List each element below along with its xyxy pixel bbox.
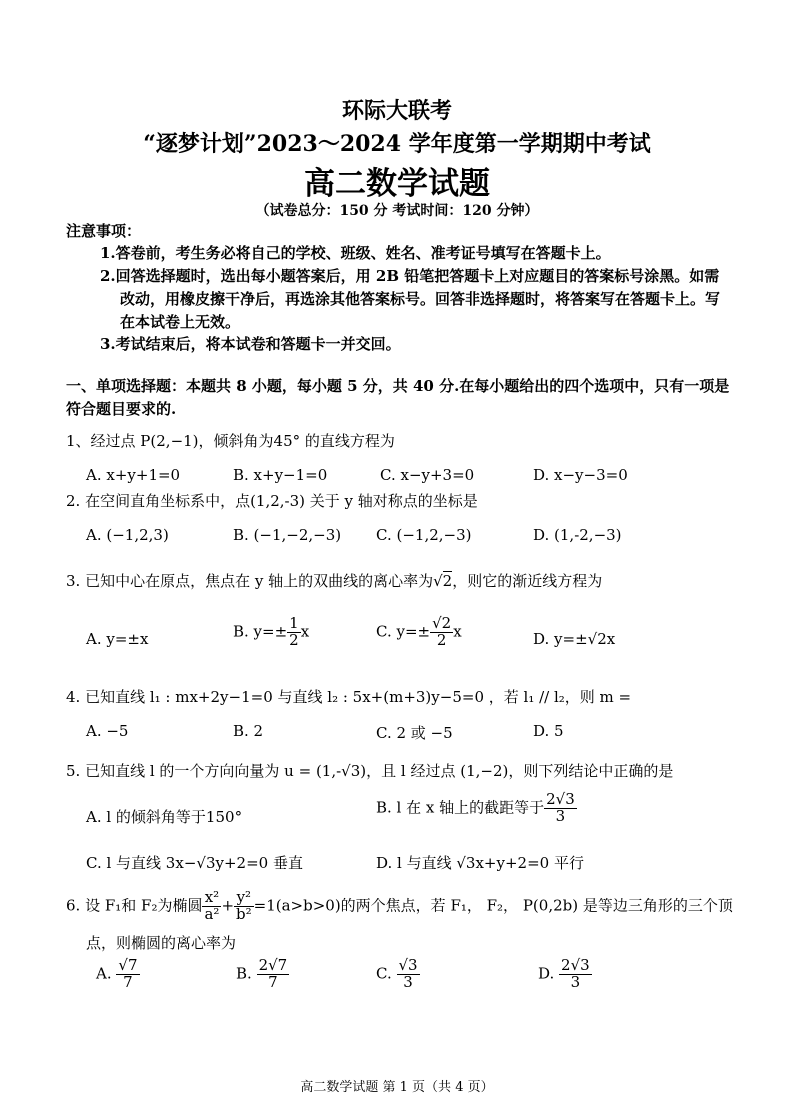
question-3-option-c-pre: C. y=± (376, 622, 431, 641)
question-3-option-c-fraction (430, 616, 453, 649)
question-3-option-b-fraction (287, 616, 301, 649)
fraction-denominator: a² (204, 904, 220, 923)
notes-heading: 注意事项： (66, 222, 142, 240)
question-2-stem: 2. 在空间直角坐标系中，点(1,2,-3) 关于 y 轴对称点的坐标是 (66, 492, 478, 510)
ellipse-y-term (234, 890, 254, 923)
exam-info: （试卷总分：150 分 考试时间：120 分钟） (255, 203, 539, 219)
section-1-instructions: 一、单项选择题：本题共 8 小题，每小题 5 分，共 40 分.在每小题给出的四个选项中，只有一项是 (66, 377, 730, 395)
notes-item-3: 3.考试结束后，将本试卷和答题卡一并交回。 (100, 335, 401, 353)
question-6-stem-2: 点，则椭圆的离心率为 (86, 934, 237, 952)
question-1-option-c: C. x−y+3=0 (380, 466, 475, 484)
question-3-stem-pre: 3. 已知中心在原点，焦点在 y 轴上的双曲线的离心率为 (66, 572, 434, 590)
plus-sign: + (221, 896, 235, 915)
page-title: 高二数学试题 (304, 166, 490, 202)
exam-name: “逐梦计划”2023～2024 学年度第一学期期中考试 (143, 131, 651, 157)
option-label: C. (376, 964, 392, 983)
fraction-denominator: 7 (268, 972, 278, 991)
question-6-option-c-fraction (397, 958, 420, 991)
question-3-option-c-post: x (453, 622, 462, 641)
question-3-stem-post: ，则它的渐近线方程为 (452, 572, 603, 590)
question-5-option-a: A. l 的倾斜角等于150° (86, 808, 243, 826)
question-6-option-d-fraction (559, 958, 592, 991)
question-3-option-a: A. y=±x (86, 630, 149, 648)
question-2-option-a: A. (−1,2,3) (86, 526, 169, 544)
fraction-denominator: 3 (403, 972, 413, 991)
question-4-option-c: C. 2 或 −5 (376, 724, 453, 742)
question-2-option-b: B. (−1,−2,−3) (233, 526, 342, 544)
question-5-option-b-fraction (544, 792, 577, 825)
question-5-option-d: D. l 与直线 √3x+y+2=0 平行 (376, 854, 584, 872)
fraction-denominator: 7 (123, 972, 133, 991)
option-label: D. (538, 964, 555, 983)
question-6-option-c (376, 958, 420, 991)
option-label: B. (236, 964, 252, 983)
fraction-numerator: √2 (432, 614, 452, 632)
fraction-numerator: 2√3 (546, 790, 575, 808)
question-3-option-b-post: x (300, 622, 310, 641)
fraction-denominator: 2 (436, 630, 447, 649)
question-6-stem (66, 890, 733, 923)
question-6-option-d (538, 958, 592, 991)
fraction-numerator: 1 (289, 614, 299, 632)
fraction-denominator: 3 (555, 806, 566, 825)
fraction-denominator: 3 (570, 972, 581, 991)
question-3-sqrt-value: 2 (442, 572, 453, 590)
fraction-numerator: 2√3 (561, 956, 590, 974)
ellipse-x-term (202, 890, 221, 923)
exam-union-title: 环际大联考 (341, 98, 452, 124)
question-6-stem-post: =1(a>b>0)的两个焦点，若 F₁， F₂， P(0,2b) 是等边三角形的三个顶 (253, 896, 733, 915)
question-6-option-b (236, 958, 289, 991)
question-5-option-b-pre: B. l 在 x 轴上的截距等于 (376, 798, 545, 817)
question-3-option-b (233, 616, 309, 649)
fraction-numerator: √7 (118, 956, 138, 974)
sqrt-symbol: √ (433, 572, 443, 590)
question-6-option-a (96, 958, 140, 991)
question-6-stem-pre: 6. 设 F₁和 F₂为椭圆 (66, 896, 203, 915)
question-5-option-b (376, 792, 577, 825)
question-4-stem: 4. 已知直线 l₁ : mx+2y−1=0 与直线 l₂ : 5x+(m+3)y−5=0 ，若 l₁ // l₂，则 m = (66, 688, 632, 706)
notes-item-2a: 2.回答选择题时，选出每小题答案后，用 2B 铅笔把答题卡上对应题目的答案标号涂黑。如需 (100, 267, 720, 285)
option-label: A. (96, 964, 112, 983)
fraction-numerator: y² (234, 890, 254, 907)
fraction-numerator: 2√7 (258, 956, 288, 974)
notes-item-1: 1.答卷前，考生务必将自己的学校、班级、姓名、准考证号填写在答题卡上。 (100, 244, 611, 262)
question-3-stem (66, 570, 602, 591)
fraction-denominator: b² (236, 904, 252, 923)
question-1-option-b: B. x+y−1=0 (233, 466, 328, 484)
question-1-stem: 1、经过点 P(2,−1)，倾斜角为45° 的直线方程为 (66, 432, 395, 450)
fraction-denominator: 2 (289, 630, 299, 649)
question-3-option-d: D. y=±√2x (533, 630, 616, 648)
question-4-option-b: B. 2 (233, 722, 264, 740)
question-5-option-c: C. l 与直线 3x−√3y+2=0 垂直 (86, 854, 303, 872)
notes-item-2c: 在本试卷上无效。 (120, 313, 241, 331)
question-3-option-b-pre: B. y=± (233, 622, 288, 641)
fraction-numerator: x² (202, 890, 221, 907)
question-1-option-a: A. x+y+1=0 (86, 466, 181, 484)
fraction-numerator: √3 (398, 956, 418, 974)
question-6-option-a-fraction (116, 958, 139, 991)
question-4-option-a: A. −5 (86, 722, 129, 740)
notes-item-2b: 改动，用橡皮擦干净后，再选涂其他答案标号。回答非选择题时，将答案写在答题卡上。写 (120, 290, 721, 308)
section-1-instructions-2: 符合题目要求的. (66, 400, 177, 418)
question-6-option-b-fraction (257, 958, 290, 991)
question-4-option-d: D. 5 (533, 722, 564, 740)
question-2-option-c: C. (−1,2,−3) (376, 526, 472, 544)
question-2-option-d: D. (1,-2,−3) (533, 526, 622, 544)
page-footer: 高二数学试题 第 1 页（共 4 页） (300, 1080, 494, 1095)
question-1-option-d: D. x−y−3=0 (533, 466, 628, 484)
question-5-stem: 5. 已知直线 l 的一个方向向量为 u = (1,-√3)，且 l 经过点 (1,−2)，则下列结论中正确的是 (66, 762, 674, 780)
question-3-option-c (376, 616, 462, 649)
